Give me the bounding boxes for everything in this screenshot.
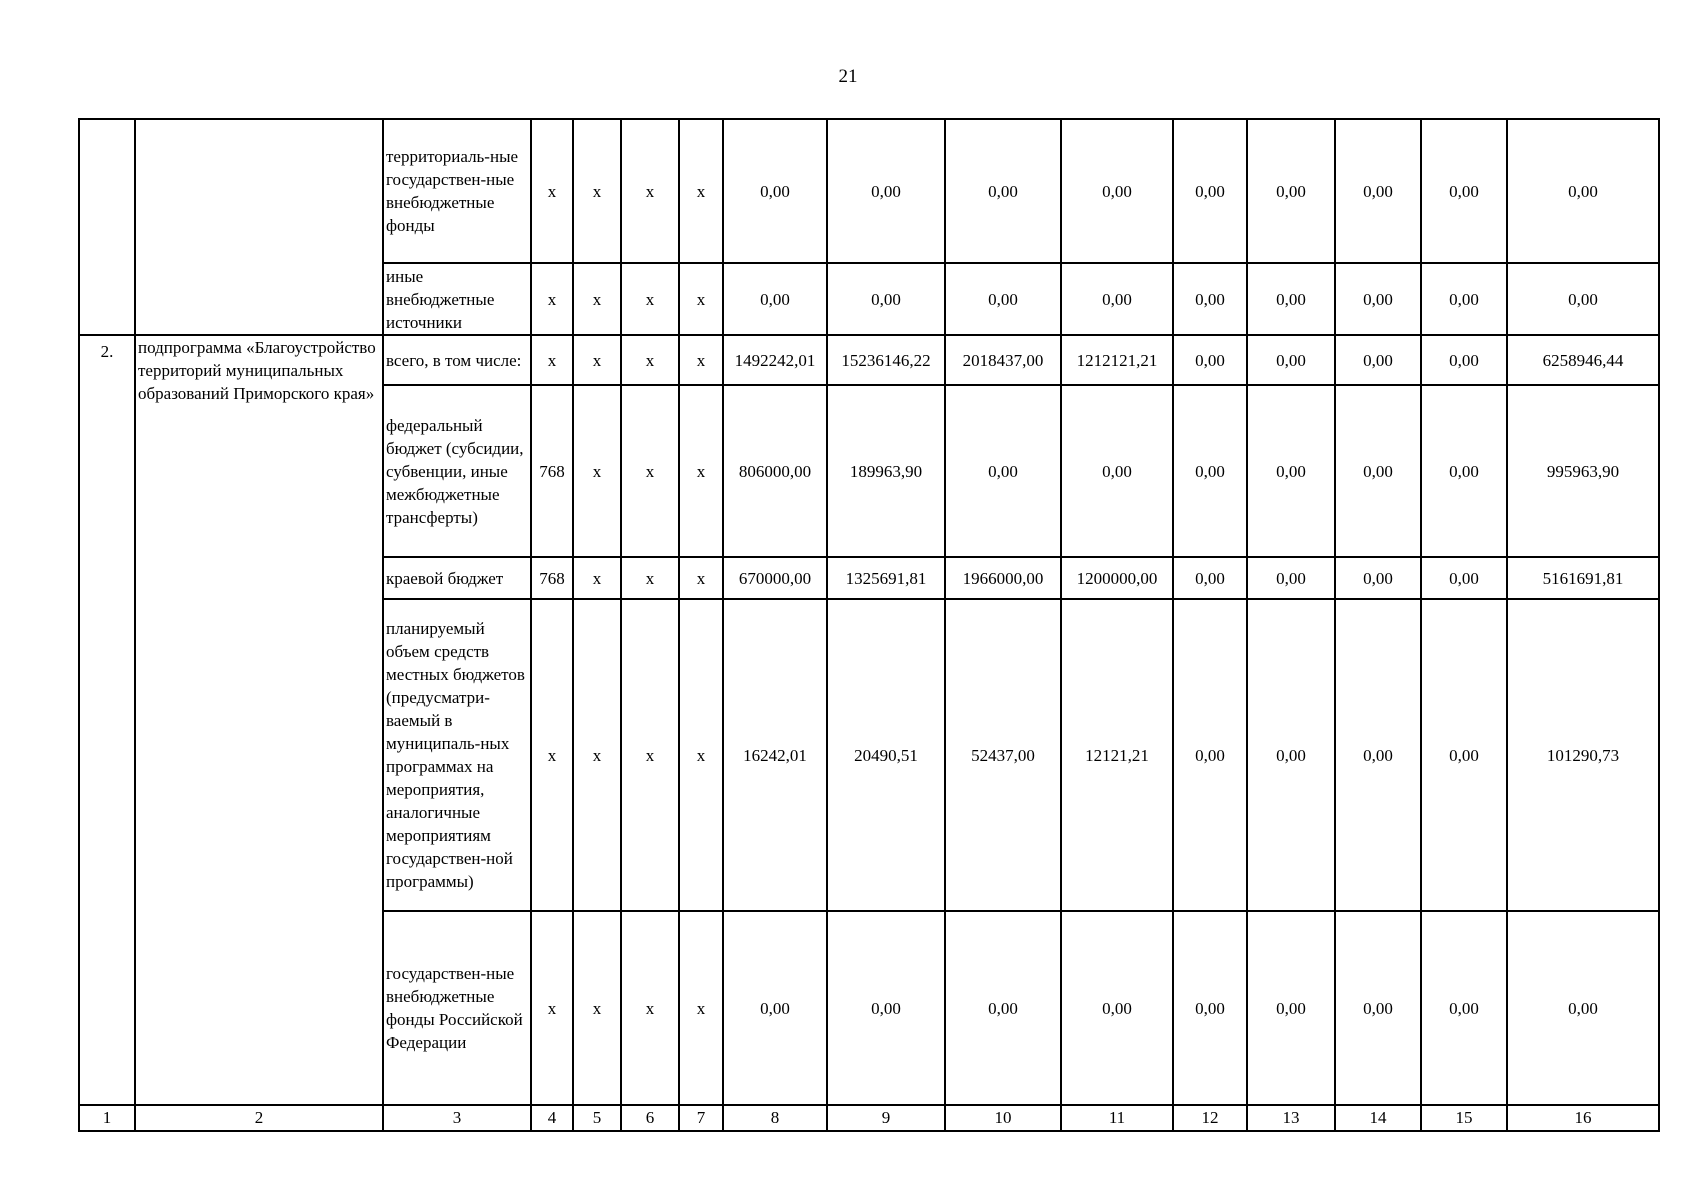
amount-col-15: 0,00 (1421, 335, 1507, 385)
code-col-7: х (679, 911, 723, 1105)
amount-col-16: 0,00 (1507, 911, 1659, 1105)
column-number-1: 1 (79, 1105, 135, 1131)
code-col-5: х (573, 911, 621, 1105)
code-col-5: х (573, 335, 621, 385)
code-col-4: х (531, 599, 573, 911)
code-col-5: х (573, 599, 621, 911)
amount-col-11: 0,00 (1061, 385, 1173, 557)
column-number-9: 9 (827, 1105, 945, 1131)
amount-col-16: 0,00 (1507, 263, 1659, 335)
amount-col-10: 0,00 (945, 119, 1061, 263)
amount-col-12: 0,00 (1173, 385, 1247, 557)
amount-col-13: 0,00 (1247, 263, 1335, 335)
column-number-4: 4 (531, 1105, 573, 1131)
amount-col-15: 0,00 (1421, 385, 1507, 557)
amount-col-8: 0,00 (723, 263, 827, 335)
code-col-7: х (679, 385, 723, 557)
column-number-2: 2 (135, 1105, 383, 1131)
code-col-7: х (679, 119, 723, 263)
amount-col-10: 0,00 (945, 385, 1061, 557)
amount-col-9: 1325691,81 (827, 557, 945, 599)
code-col-6: х (621, 119, 679, 263)
amount-col-8: 0,00 (723, 911, 827, 1105)
amount-col-16: 5161691,81 (1507, 557, 1659, 599)
column-number-10: 10 (945, 1105, 1061, 1131)
column-number-11: 11 (1061, 1105, 1173, 1131)
column-number-16: 16 (1507, 1105, 1659, 1131)
amount-col-11: 0,00 (1061, 263, 1173, 335)
amount-col-13: 0,00 (1247, 599, 1335, 911)
amount-col-14: 0,00 (1335, 385, 1421, 557)
amount-col-10: 0,00 (945, 263, 1061, 335)
code-col-4: 768 (531, 557, 573, 599)
code-col-7: х (679, 599, 723, 911)
amount-col-16: 6258946,44 (1507, 335, 1659, 385)
funding-source: территориаль-ные государствен-ные внебюджетные фонды (383, 119, 531, 263)
column-number-12: 12 (1173, 1105, 1247, 1131)
table-row (79, 119, 1659, 263)
amount-col-15: 0,00 (1421, 119, 1507, 263)
amount-col-9: 15236146,22 (827, 335, 945, 385)
code-col-6: х (621, 335, 679, 385)
amount-col-15: 0,00 (1421, 599, 1507, 911)
amount-col-9: 0,00 (827, 911, 945, 1105)
funding-source: федеральный бюджет (субсидии, субвенции, иные межбюджетные трансферты) (383, 385, 531, 557)
amount-col-15: 0,00 (1421, 557, 1507, 599)
funding-source: иные внебюджетные источники (383, 263, 531, 335)
code-col-7: х (679, 263, 723, 335)
budget-table (78, 118, 1660, 1132)
funding-source: планируемый объем средств местных бюджетов (предусматри-ваемый в муниципаль-ных программах на мероприятия, аналогичные мероприятиям государствен-ной программы) (383, 599, 531, 911)
code-col-4: х (531, 911, 573, 1105)
page-number: 21 (838, 66, 858, 87)
amount-col-11: 0,00 (1061, 911, 1173, 1105)
amount-col-9: 0,00 (827, 263, 945, 335)
amount-col-13: 0,00 (1247, 119, 1335, 263)
amount-col-13: 0,00 (1247, 335, 1335, 385)
amount-col-8: 670000,00 (723, 557, 827, 599)
amount-col-15: 0,00 (1421, 911, 1507, 1105)
funding-source: всего, в том числе: (383, 335, 531, 385)
row-number-cell-empty (79, 119, 135, 335)
table-row (79, 335, 1659, 385)
section-number: 2. (79, 335, 135, 1105)
amount-col-11: 1200000,00 (1061, 557, 1173, 599)
code-col-7: х (679, 335, 723, 385)
amount-col-10: 2018437,00 (945, 335, 1061, 385)
amount-col-8: 0,00 (723, 119, 827, 263)
column-number-14: 14 (1335, 1105, 1421, 1131)
amount-col-8: 1492242,01 (723, 335, 827, 385)
code-col-6: х (621, 911, 679, 1105)
amount-col-16: 101290,73 (1507, 599, 1659, 911)
amount-col-16: 995963,90 (1507, 385, 1659, 557)
amount-col-10: 1966000,00 (945, 557, 1061, 599)
code-col-6: х (621, 557, 679, 599)
code-col-5: х (573, 385, 621, 557)
code-col-5: х (573, 263, 621, 335)
column-number-8: 8 (723, 1105, 827, 1131)
amount-col-13: 0,00 (1247, 557, 1335, 599)
amount-col-14: 0,00 (1335, 557, 1421, 599)
amount-col-13: 0,00 (1247, 385, 1335, 557)
amount-col-10: 52437,00 (945, 599, 1061, 911)
amount-col-12: 0,00 (1173, 335, 1247, 385)
code-col-5: х (573, 119, 621, 263)
section-name: подпрограмма «Благоустройство территорий муниципальных образований Приморского края» (135, 335, 383, 1105)
amount-col-14: 0,00 (1335, 119, 1421, 263)
amount-col-10: 0,00 (945, 911, 1061, 1105)
code-col-4: 768 (531, 385, 573, 557)
column-number-6: 6 (621, 1105, 679, 1131)
amount-col-15: 0,00 (1421, 263, 1507, 335)
amount-col-12: 0,00 (1173, 599, 1247, 911)
code-col-6: х (621, 385, 679, 557)
column-number-13: 13 (1247, 1105, 1335, 1131)
column-numbers-row (79, 1105, 1659, 1131)
column-number-7: 7 (679, 1105, 723, 1131)
code-col-7: х (679, 557, 723, 599)
amount-col-9: 20490,51 (827, 599, 945, 911)
column-number-3: 3 (383, 1105, 531, 1131)
funding-source: государствен-ные внебюджетные фонды Российской Федерации (383, 911, 531, 1105)
amount-col-16: 0,00 (1507, 119, 1659, 263)
code-col-4: х (531, 263, 573, 335)
amount-col-14: 0,00 (1335, 335, 1421, 385)
amount-col-12: 0,00 (1173, 263, 1247, 335)
amount-col-12: 0,00 (1173, 911, 1247, 1105)
amount-col-9: 0,00 (827, 119, 945, 263)
amount-col-11: 1212121,21 (1061, 335, 1173, 385)
amount-col-9: 189963,90 (827, 385, 945, 557)
code-col-4: х (531, 335, 573, 385)
amount-col-14: 0,00 (1335, 911, 1421, 1105)
amount-col-8: 16242,01 (723, 599, 827, 911)
code-col-4: х (531, 119, 573, 263)
amount-col-13: 0,00 (1247, 911, 1335, 1105)
amount-col-14: 0,00 (1335, 263, 1421, 335)
amount-col-8: 806000,00 (723, 385, 827, 557)
amount-col-12: 0,00 (1173, 557, 1247, 599)
amount-col-12: 0,00 (1173, 119, 1247, 263)
amount-col-11: 12121,21 (1061, 599, 1173, 911)
code-col-6: х (621, 263, 679, 335)
amount-col-11: 0,00 (1061, 119, 1173, 263)
program-name-cell-empty (135, 119, 383, 335)
funding-source: краевой бюджет (383, 557, 531, 599)
code-col-6: х (621, 599, 679, 911)
code-col-5: х (573, 557, 621, 599)
column-number-5: 5 (573, 1105, 621, 1131)
column-number-15: 15 (1421, 1105, 1507, 1131)
amount-col-14: 0,00 (1335, 599, 1421, 911)
